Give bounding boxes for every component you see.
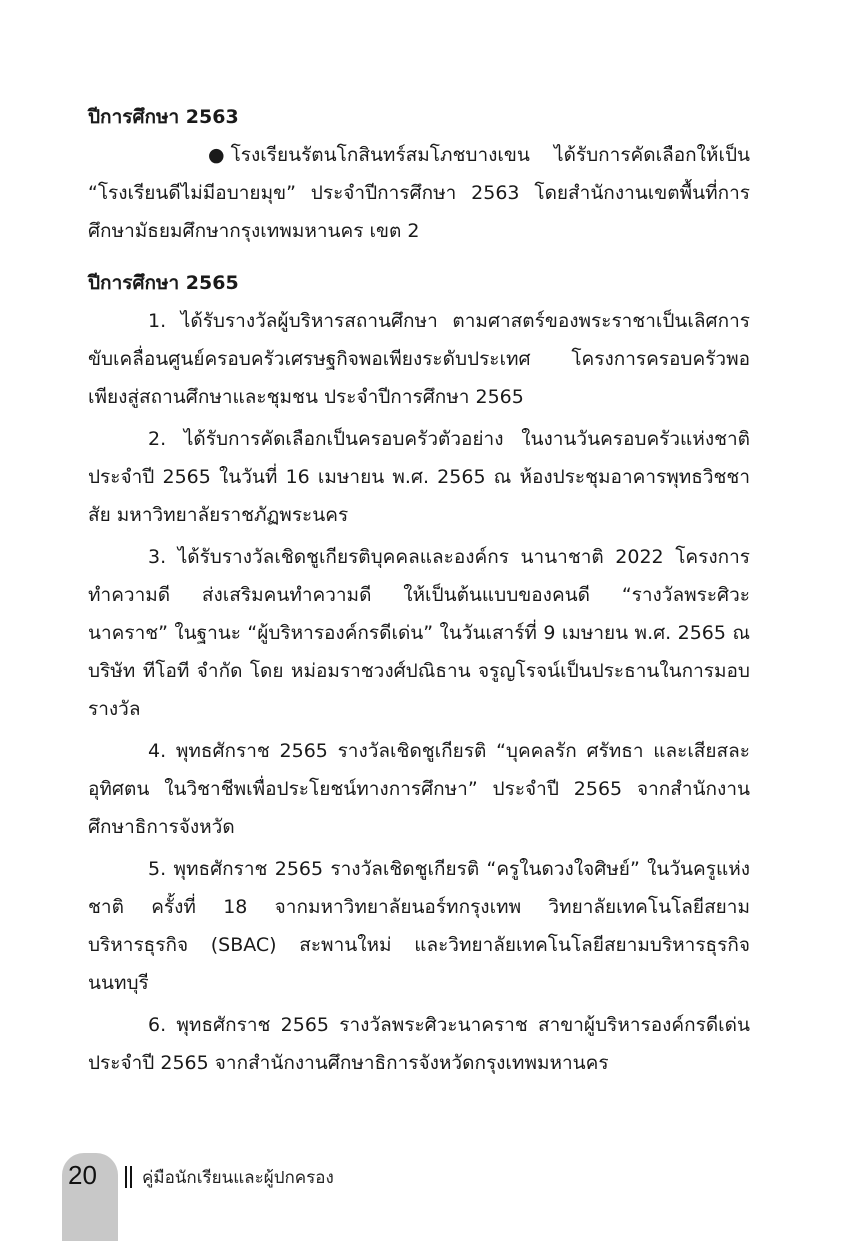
- award-item-2: 2. ได้รับการคัดเลือกเป็นครอบครัวตัวอย่าง ในงานวันครอบครัวแห่งชาติประจำปี 2565 ในวันที่ 16 เมษายน พ.ศ. 2565 ณ ห้องประชุมอาคารพุทธวิชชาสัย มหาวิทยาลัยราชภัฏพระนคร: [88, 428, 750, 526]
- section-heading-2565: ปีการศึกษา 2565: [88, 272, 239, 294]
- page-content: [88, 98, 750, 1082]
- award-item-3: 3. ได้รับรางวัลเชิดชูเกียรติบุคคลและองค์กร นานาชาติ 2022 โครงการทำความดี ส่งเสริมคนทำความดี ให้เป็นต้นแบบของคนดี “รางวัลพระศิวะนาคราช” ในฐานะ “ผู้บริหารองค์กรดีเด่น” ในวันเสาร์ที่ 9 เมษายน พ.ศ. 2565 ณ บริษัท ทีโอที จำกัด โดย หม่อมราชวงศ์ปณิธาน จรูญโรจน์เป็นประธานในการมอบรางวัล: [88, 546, 750, 720]
- award-item-4: 4. พุทธศักราช 2565 รางวัลเชิดชูเกียรติ “บุคคลรัก ศรัทธา และเสียสละ อุทิศตน ในวิชาชีพเพื่อประโยชน์ทางการศึกษา” ประจำปี 2565 จากสำนักงานศึกษาธิการจังหวัด: [88, 740, 750, 838]
- footer-divider-icon: [125, 1166, 135, 1190]
- section-heading-2563: ปีการศึกษา 2563: [88, 106, 239, 128]
- page-number: 20: [68, 1160, 97, 1190]
- paragraph-2563-text: โรงเรียนรัตนโกสินทร์สมโภชบางเขน ได้รับการคัดเลือกให้เป็น “โรงเรียนดีไม่มีอบายมุข” ประจำปีการศึกษา 2563 โดยสำนักงานเขตพื้นที่การศึกษามัธยมศึกษากรุงเทพมหานคร เขต 2: [88, 144, 750, 242]
- footer-book-title: คู่มือนักเรียนและผู้ปกครอง: [142, 1168, 334, 1188]
- paragraph-2563: [88, 136, 750, 250]
- award-item-1: 1. ได้รับรางวัลผู้บริหารสถานศึกษา ตามศาสตร์ของพระราชาเป็นเลิศการขับเคลื่อนศูนย์ครอบครัวเศรษฐกิจพอเพียงระดับประเทศ โครงการครอบครัวพอเพียงสู่สถานศึกษาและชุมชน ประจำปีการศึกษา 2565: [88, 310, 750, 408]
- bullet-icon: ●: [208, 144, 225, 166]
- award-item-5: 5. พุทธศักราช 2565 รางวัลเชิดชูเกียรติ “ครูในดวงใจศิษย์” ในวันครูแห่งชาติ ครั้งที่ 18 จากมหาวิทยาลัยนอร์ทกรุงเทพ วิทยาลัยเทคโนโลยีสยามบริหารธุรกิจ (SBAC) สะพานใหม่ และวิทยาลัยเทคโนโลยีสยามบริหารธุรกิจ นนทบุรี: [88, 858, 750, 994]
- award-item-6: 6. พุทธศักราช 2565 รางวัลพระศิวะนาคราช สาขาผู้บริหารองค์กรดีเด่นประจำปี 2565 จากสำนักงานศึกษาธิการจังหวัดกรุงเทพมหานคร: [88, 1014, 750, 1074]
